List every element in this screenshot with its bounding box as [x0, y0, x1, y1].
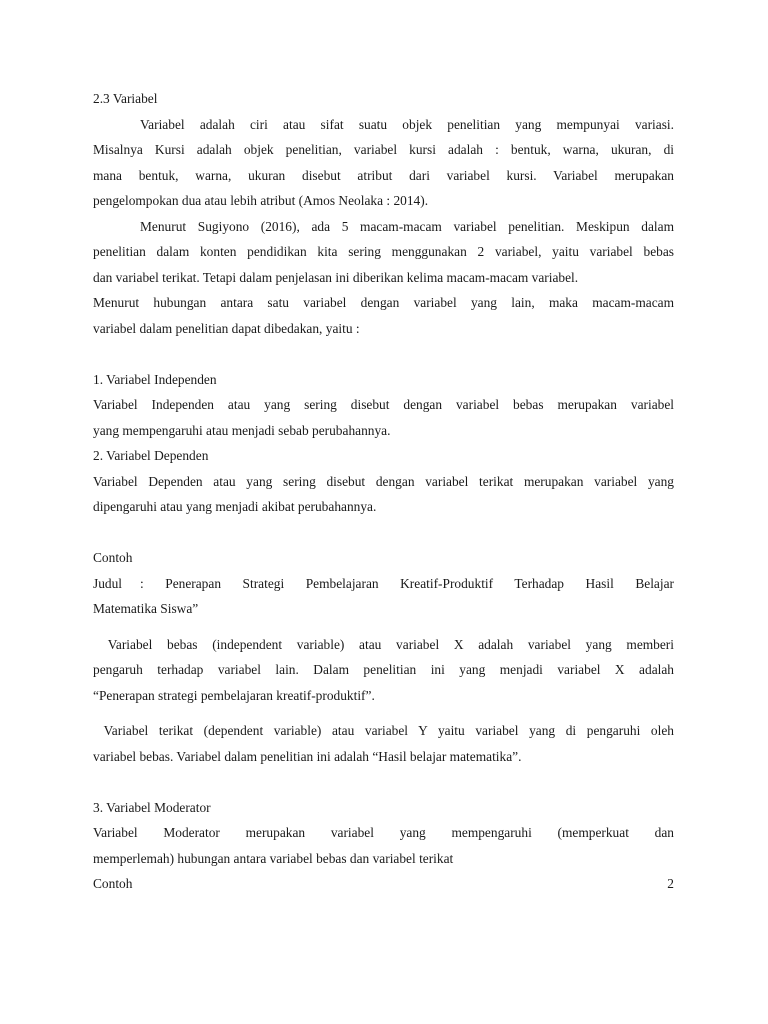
paragraph-line: pengelompokan dua atau lebih atribut (Amos Neolaka : 2014). [93, 193, 429, 208]
item-line: Variabel Independen atau yang sering disebut dengan variabel bebas merupakan variabel [93, 397, 674, 412]
bebas-line: pengaruh terhadap variabel lain. Dalam penelitian ini yang menjadi variabel X adalah [93, 662, 674, 677]
terikat-line: Variabel terikat (dependent variable) atau variabel Y yaitu variabel yang di pengaruhi oleh [93, 723, 674, 738]
paragraph-line: dan variabel terikat. Tetapi dalam penjelasan ini diberikan kelima macam-macam variabel. [93, 269, 579, 285]
item-line: dipengaruhi atau yang menjadi akibat perubahannya. [93, 499, 377, 514]
last-line [93, 871, 674, 897]
document-page [93, 86, 674, 897]
paragraph-line: variabel dalam penelitian dapat dibedakan, yaitu : [93, 320, 360, 336]
section-heading: 2.3 Variabel [93, 91, 158, 106]
page-number: 2 [667, 876, 674, 891]
moderator-title: 3. Variabel Moderator [93, 799, 211, 815]
paragraph-line: Variabel adalah ciri atau sifat suatu objek penelitian yang mempunyai variasi. [140, 116, 674, 132]
terikat-line: variabel bebas. Variabel dalam penelitian ini adalah “Hasil belajar matematika”. [93, 748, 522, 764]
item-title: 1. Variabel Independen [93, 371, 217, 387]
judul-text-cont: Matematika Siswa” [93, 601, 199, 616]
paragraph-line: Misalnya Kursi adalah objek penelitian, variabel kursi adalah : bentuk, warna, ukuran, di [93, 142, 674, 157]
contoh-label: Contoh [93, 876, 133, 891]
item-title: 2. Variabel Dependen [93, 448, 209, 463]
judul-text: : Penerapan Strategi Pembelajaran Kreatif-Produktif Terhadap Hasil Belajar [140, 575, 674, 591]
bebas-line: “Penerapan strategi pembelajaran kreatif-produktif”. [93, 687, 375, 703]
item-line: Variabel Dependen atau yang sering disebut dengan variabel terikat merupakan variabel yang [93, 473, 674, 489]
example-label: Contoh [93, 550, 133, 565]
judul-row [93, 571, 674, 597]
bebas-line: Variabel bebas (independent variable) atau variabel X adalah variabel yang memberi [93, 636, 674, 652]
paragraph-line: penelitian dalam konten pendidikan kita sering menggunakan 2 variabel, yaitu variabel bebas [93, 244, 674, 259]
paragraph-line: mana bentuk, warna, ukuran disebut atribut dari variabel kursi. Variabel merupakan [93, 167, 674, 183]
moderator-line: memperlemah) hubungan antara variabel bebas dan variabel terikat [93, 850, 454, 866]
moderator-line: Variabel Moderator merupakan variabel yang mempengaruhi (memperkuat dan [93, 825, 674, 840]
judul-label: Judul [93, 575, 123, 591]
paragraph-line: Menurut hubungan antara satu variabel dengan variabel yang lain, maka macam-macam [93, 295, 674, 310]
paragraph-line: Menurut Sugiyono (2016), ada 5 macam-macam variabel penelitian. Meskipun dalam [140, 218, 674, 234]
item-line: yang mempengaruhi atau menjadi sebab perubahannya. [93, 422, 391, 438]
